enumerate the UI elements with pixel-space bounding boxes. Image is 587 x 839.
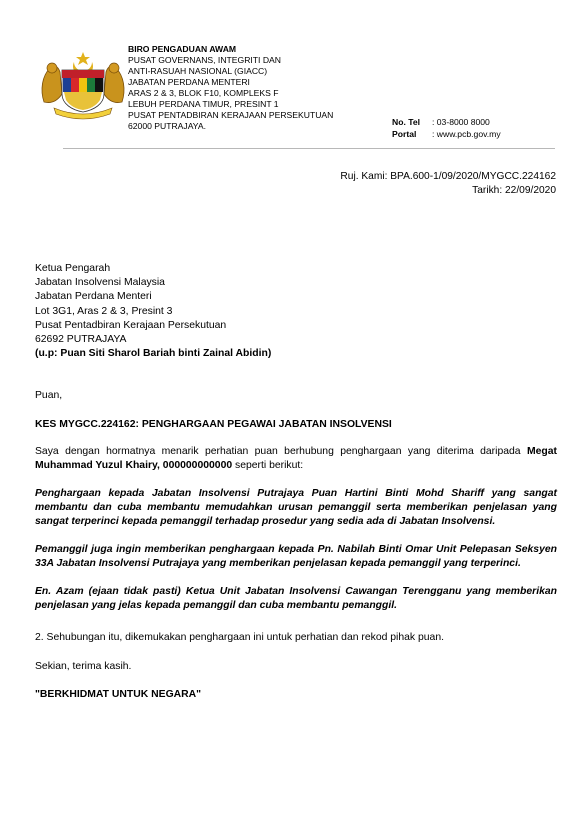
intro-text: Saya dengan hormatnya menarik perhatian puan berhubung penghargaan yang diterima daripada (35, 446, 527, 457)
recipient-line: Jabatan Perdana Menteri (35, 291, 152, 303)
quote-paragraph: En. Azam (ejaan tidak pasti) Ketua Unit Jabatan Insolvensi Cawangan Terengganu yang memberikan penjelasan yang jelas kepada pemanggil dan cuba membantu pemanggil. (35, 586, 557, 612)
sender-org-name: BIRO PENGADUAN AWAM (128, 44, 237, 54)
sender-address (128, 44, 333, 132)
recipient-attention: (u.p: Puan Siti Sharol Bariah binti Zainal Abidin) (35, 348, 272, 360)
salutation: Puan, (35, 390, 63, 401)
quote-paragraph: Penghargaan kepada Jabatan Insolvensi Putrajaya Puan Hartini Binti Mohd Shariff yang sangat membantu dan cuba membantu memudahkan urusan pemanggil serta memberikan penjelasan yang sangat terperinci kepada pemanggil terhadap prosedur yang sedia ada di Jabatan Insolvensi. (35, 488, 557, 528)
reference-number: Ruj. Kami: BPA.600-1/09/2020/MYGCC.224162 (340, 171, 556, 182)
quote-paragraph: Pemanggil juga ingin memberikan penghargaan kepada Pn. Nabilah Binti Omar Unit Pelepasan Seksyen 33A Jabatan Insolvensi Putrajaya yang memberikan penjelasan kepada pemanggil yang terperinci. (35, 544, 557, 570)
sender-address-line: PUSAT PENTADBIRAN KERAJAAN PERSEKUTUAN (128, 110, 334, 120)
recipient-address (35, 262, 271, 361)
contact-info (392, 116, 501, 140)
sender-address-line: ARAS 2 & 3, BLOK F10, KOMPLEKS F (128, 88, 279, 98)
coat-of-arms-icon (38, 50, 128, 120)
portal-label: Portal (392, 129, 417, 139)
intro-paragraph (35, 445, 557, 473)
reference-block (340, 170, 556, 198)
sender-address-line: JABATAN PERDANA MENTERI (128, 77, 250, 87)
paragraph-2: 2. Sehubungan itu, dikemukakan penghargaan ini untuk perhatian dan rekod pihak puan. (35, 632, 445, 643)
tel-label: No. Tel (392, 117, 421, 127)
sender-address-line: LEBUH PERDANA TIMUR, PRESINT 1 (128, 99, 279, 109)
recipient-line: Pusat Pentadbiran Kerajaan Persekutuan (35, 319, 227, 331)
complainant-name: Megat Muhammad Yuzul Khairy, 000000000000 (35, 446, 557, 472)
intro-text-end: seperti berikut: (232, 460, 304, 472)
recipient-line: 62692 PUTRAJAYA (35, 334, 127, 346)
tel-value: : 03-8000 8000 (432, 117, 490, 127)
closing: Sekian, terima kasih. (35, 661, 132, 672)
portal-value: : www.pcb.gov.my (432, 129, 501, 139)
recipient-line: Ketua Pengarah (35, 263, 111, 274)
letter-date: Tarikh: 22/09/2020 (472, 185, 556, 196)
letter-subject: KES MYGCC.224162: PENGHARGAAN PEGAWAI JABATAN INSOLVENSI (35, 419, 392, 430)
sender-address-line: 62000 PUTRAJAYA. (128, 121, 207, 131)
recipient-line: Jabatan Insolvensi Malaysia (35, 277, 165, 289)
motto: "BERKHIDMAT UNTUK NEGARA" (35, 689, 202, 700)
recipient-line: Lot 3G1, Aras 2 & 3, Presint 3 (35, 305, 173, 317)
header-divider (63, 148, 555, 149)
sender-address-line: PUSAT GOVERNANS, INTEGRITI DAN (128, 55, 281, 65)
sender-address-line: ANTI-RASUAH NASIONAL (GIACC) (128, 66, 268, 76)
